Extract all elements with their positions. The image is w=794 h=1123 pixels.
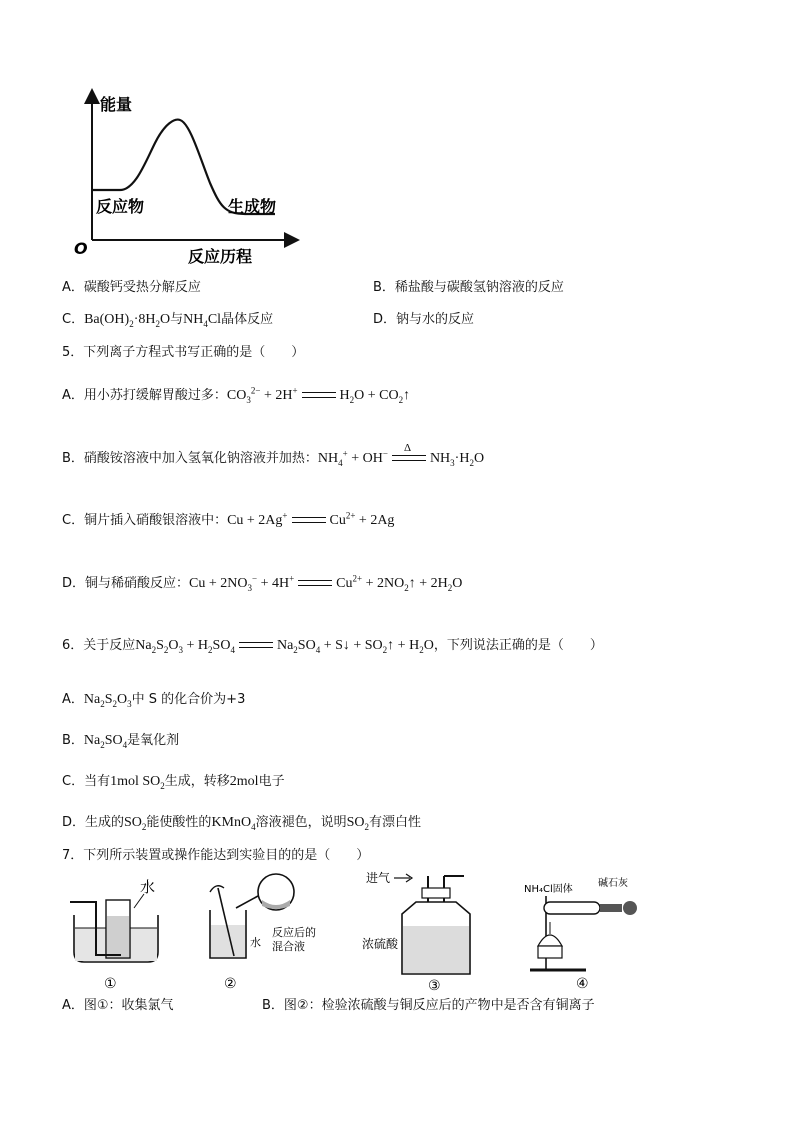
svg-text:浓硫酸: 浓硫酸	[362, 937, 399, 951]
q4-option-b: B．稀盐酸与碳酸氢钠溶液的反应	[373, 280, 564, 295]
q4-option-d: D．钠与水的反应	[373, 312, 475, 327]
product-label: 生成物	[228, 197, 277, 216]
svg-text:碱石灰: 碱石灰	[598, 878, 628, 889]
reactant-label: 反应物	[96, 197, 145, 216]
q6-option-d: D．生成的$SO_2$能使酸性的KMnO$_4$溶液褪色，说明$SO_2$有漂白性	[62, 815, 422, 832]
q6-option-b: B．$Na_2SO_4$是氧化剂	[62, 733, 180, 750]
svg-text:NH₄Cl固体: NH₄Cl固体	[524, 884, 573, 895]
svg-text:④: ④	[576, 976, 589, 992]
origin-label: O	[74, 239, 88, 258]
y-axis-label: 能量	[100, 95, 133, 114]
svg-text:进气: 进气	[366, 871, 391, 885]
svg-text:①: ①	[104, 976, 117, 992]
q5-stem: 5．下列离子方程式书写正确的是（ ）	[62, 345, 305, 360]
x-axis-label: 反应历程	[188, 247, 253, 266]
figure-2	[196, 870, 336, 992]
svg-text:水: 水	[250, 936, 261, 949]
svg-text:③: ③	[428, 978, 441, 994]
figure-1	[66, 870, 176, 992]
q7-stem: 7．下列所示装置或操作能达到实验目的的是（ ）	[62, 848, 370, 863]
q7-option-a: A．图①：收集氯气	[62, 998, 174, 1013]
q7-option-b: B．图②：检验浓硫酸与铜反应后的产物中是否含有铜离子	[262, 998, 595, 1013]
q4-option-c: C．$Ba(OH)_2\cdot 8H_2O$与$NH_4Cl$晶体反应	[62, 312, 274, 329]
svg-text:②: ②	[224, 976, 237, 992]
svg-text:水: 水	[140, 878, 156, 896]
figure-4	[520, 876, 650, 992]
q5-option-c: C．铜片插入硝酸银溶液中：Cu + 2Ag+ $Cu^{2+} + 2Ag$	[62, 510, 395, 528]
q5-option-d: D．铜与稀硝酸反应：$Cu + 2NO_3^- + 4H^+$ $Cu^{2+}$ + $2NO_2↑ + 2H_2O$	[62, 573, 463, 593]
q6-stem: 6．关于反应$Na_2S_2O_3 + H_2SO_4$ $Na_2SO_4$ + S↓ + $SO_2↑ + H_2O$，下列说法正确的是（ ）	[62, 638, 603, 655]
q5-option-a: A．用小苏打缓解胃酸过多：$CO_3^{2-} + 2H^+$ $H_2O$ + $CO_2↑$	[62, 385, 411, 405]
q6-option-a: A．$Na_2S_2O_3$中 S 的化合价为+3	[62, 692, 246, 709]
energy-diagram	[60, 88, 300, 270]
q5-option-b: B．硝酸铵溶液中加入氢氧化钠溶液并加热：$NH_4^+ + OH^-$ Δ $NH_3\cdot H_2O$	[62, 441, 485, 468]
q4-option-a: A．碳酸钙受热分解反应	[62, 280, 201, 295]
figure-3	[360, 866, 490, 994]
q6-option-c: C．当有1mol $SO_2$生成，转移2mol电子	[62, 774, 285, 791]
svg-text:混合液: 混合液	[272, 940, 305, 953]
svg-text:反应后的: 反应后的	[272, 926, 316, 939]
